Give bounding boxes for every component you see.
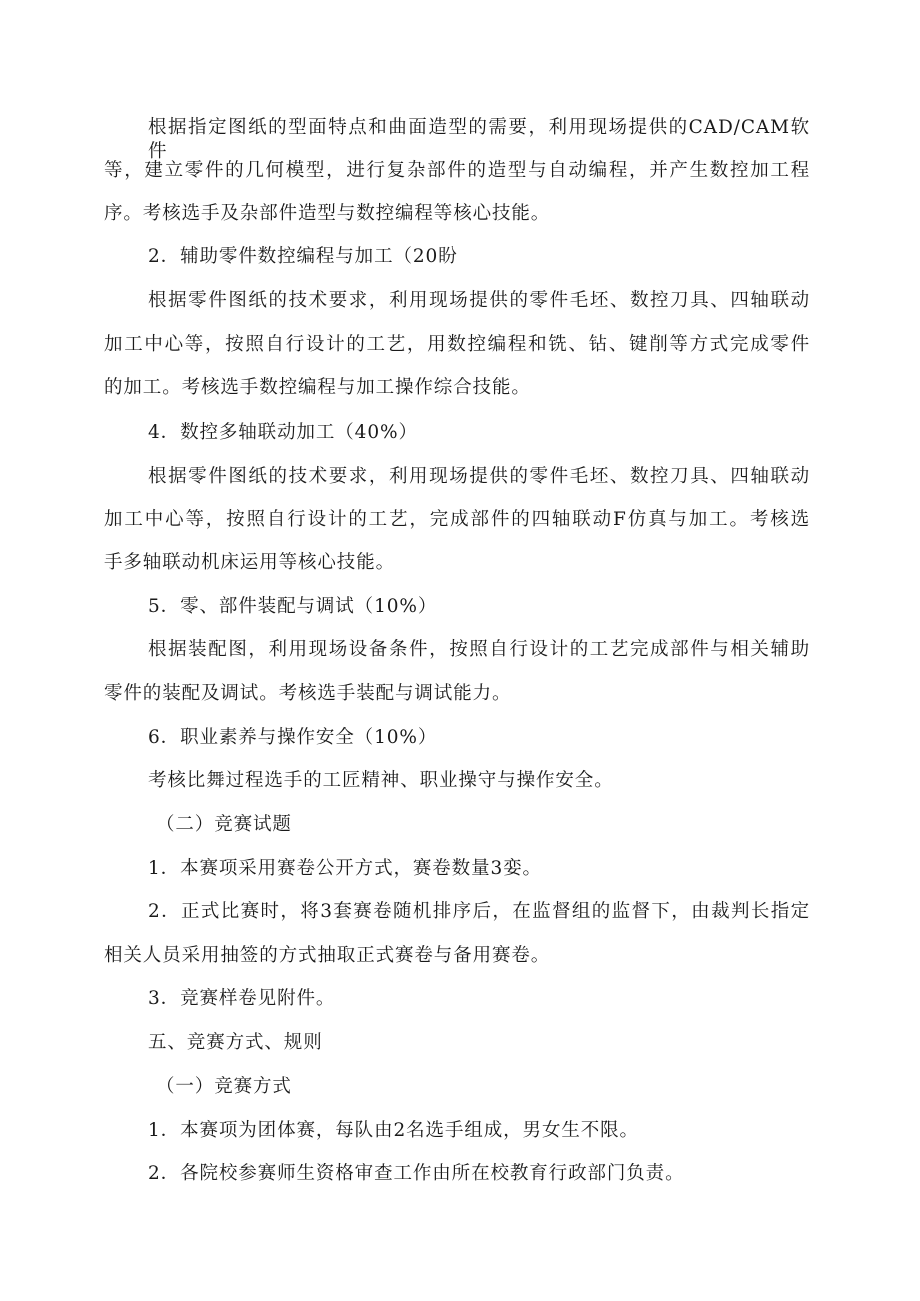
text-line: 3．竞赛样卷见附件。 bbox=[148, 988, 336, 1009]
text-line: 加工中心等，按照自行设计的工艺，完成部件的四轴联动F仿真与加工。考核选 bbox=[104, 509, 810, 530]
text-line: 手多轴联动机床运用等核心技能。 bbox=[104, 552, 396, 573]
text-line: 2．各院校参赛师生资格审查工作由所在校教育行政部门负责。 bbox=[148, 1163, 685, 1184]
text-line: 根据零件图纸的技术要求，利用现场提供的零件毛坯、数控刀具、四轴联动 bbox=[148, 290, 810, 311]
text-line: 相关人员采用抽签的方式抽取正式赛卷与备用赛卷。 bbox=[104, 945, 551, 966]
text-line: 加工中心等，按照自行设计的工艺，用数控编程和铣、钻、键削等方式完成零件 bbox=[104, 334, 810, 355]
text-line: 4．数控多轴联动加工（40%） bbox=[148, 422, 418, 443]
text-line: （二）竞赛试题 bbox=[156, 814, 292, 835]
text-line: （一）竞赛方式 bbox=[156, 1076, 292, 1097]
text-line: 的加工。考核选手数控编程与加工操作综合技能。 bbox=[104, 377, 531, 398]
text-line: 5．零、部件装配与调试（10%） bbox=[148, 596, 438, 617]
text-line: 1．本赛项采用赛卷公开方式，赛卷数量3娈。 bbox=[148, 858, 542, 879]
text-line: 等，建立零件的几何模型，进行复杂部件的造型与自动编程，并产生数控加工程 bbox=[104, 160, 810, 181]
text-line: 五、竞赛方式、规则 bbox=[148, 1032, 323, 1053]
text-line: 根据装配图，利用现场设备条件，按照自行设计的工艺完成部件与相关辅助 bbox=[148, 639, 810, 660]
text-line: 1．本赛项为团体赛，每队由2名选手组成，男女生不限。 bbox=[148, 1120, 639, 1141]
text-line: 6．职业素养与操作安全（10%） bbox=[148, 727, 438, 748]
text-line: 根据零件图纸的技术要求，利用现场提供的零件毛坯、数控刀具、四轴联动 bbox=[148, 466, 810, 487]
text-line: 序。考核选手及杂部件造型与数控编程等核心技能。 bbox=[104, 203, 551, 224]
text-line: 2．辅助零件数控编程与加工（20盼 bbox=[148, 246, 458, 267]
text-line: 考核比舞过程选手的工匠精神、职业操守与操作安全。 bbox=[148, 770, 614, 791]
text-line: 2．正式比赛时，将3套赛卷随机排序后，在监督组的监督下，由裁判长指定 bbox=[148, 901, 810, 922]
text-line: 零件的装配及调试。考核选手装配与调试能力。 bbox=[104, 683, 512, 704]
text-line: 根据指定图纸的型面特点和曲面造型的需要，利用现场提供的CAD/CAM软件 bbox=[148, 117, 810, 162]
